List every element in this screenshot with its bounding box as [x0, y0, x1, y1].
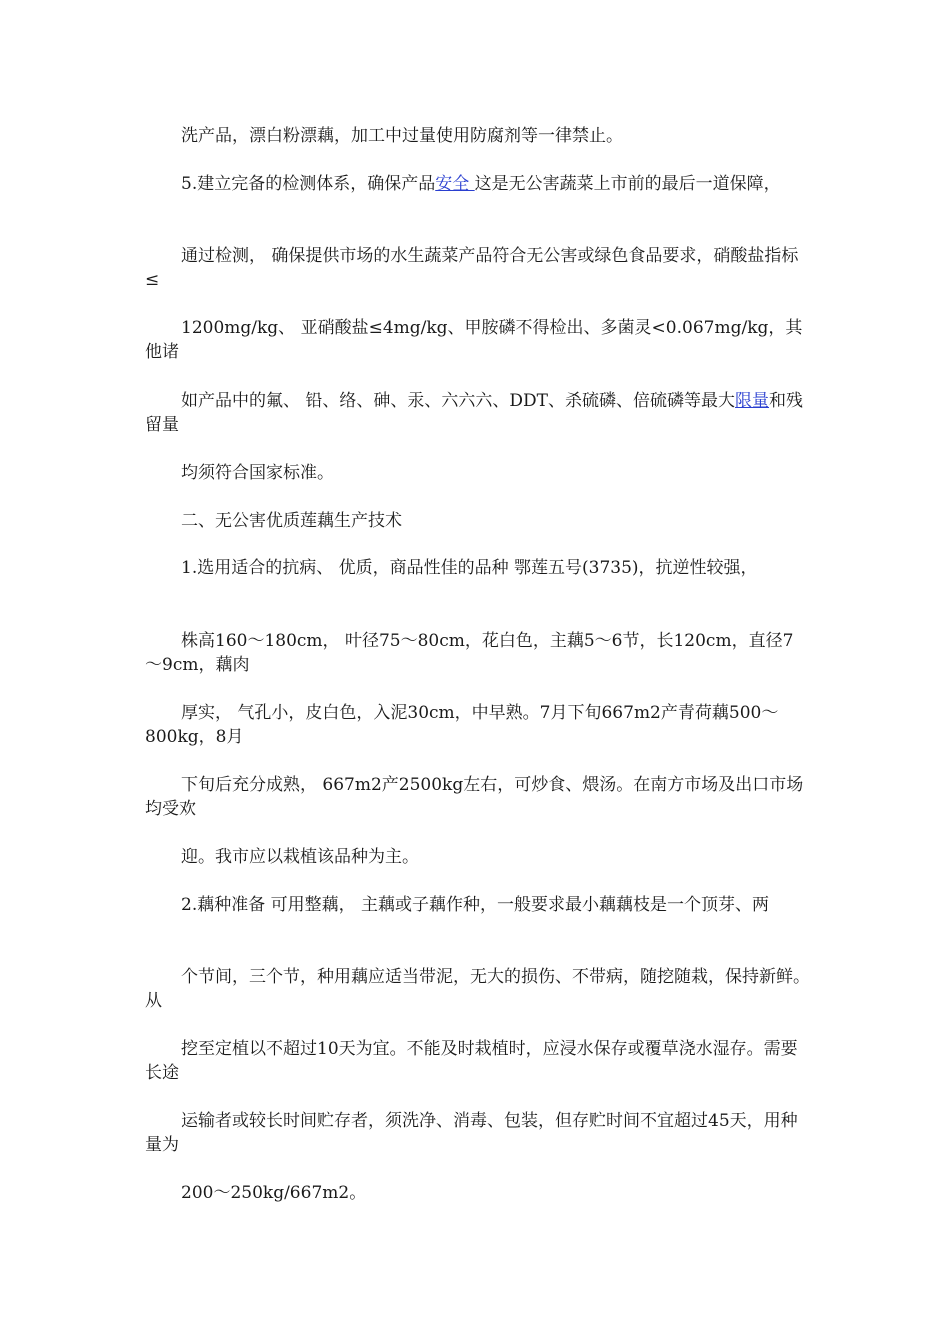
paragraph-14: 个节间，三个节，种用藕应适当带泥，无大的损伤、不带病，随挖随栽，保持新鲜。从	[145, 967, 810, 1011]
paragraph-3: 通过检测， 确保提供市场的水生蔬菜产品符合无公害或绿色食品要求，硝酸盐指标≤	[145, 246, 799, 290]
paragraph-16: 运输者或较长时间贮存者，须洗净、消毒、包装，但存贮时间不宜超过45天，用种量为	[145, 1111, 798, 1155]
paragraph-10: 厚实， 气孔小，皮白色，入泥30cm，中早熟。7月下旬667m2产青荷藕500～800kg，8月	[145, 703, 779, 747]
section-heading: 二、无公害优质莲藕生产技术	[181, 511, 402, 531]
paragraph-17: 200～250kg/667m2。	[181, 1183, 367, 1203]
link-safety[interactable]: 安全	[435, 174, 475, 194]
paragraph-9: 株高160～180cm， 叶径75～80cm，花白色，主藕5～6节，长120cm，直径7～9cm，藕肉	[145, 631, 794, 675]
paragraph-6: 均须符合国家标准。	[181, 463, 334, 483]
paragraph-5-text-after: 和残留量	[145, 391, 804, 435]
paragraph-5-text-before: 如产品中的氟、 铅、络、砷、汞、六六六、DDT、杀硫磷、倍硫磷等最大	[181, 391, 736, 411]
paragraph-2-text-after: 这是无公害蔬菜上市前的最后一道保障，	[474, 174, 781, 194]
paragraph-11: 下旬后充分成熟， 667m2产2500kg左右，可炒食、煨汤。在南方市场及出口市场均受欢	[145, 775, 804, 819]
paragraph-15: 挖至定植以不超过10天为宜。不能及时栽植时，应浸水保存或覆草浇水湿存。需要长途	[145, 1039, 798, 1083]
paragraph-13: 2.藕种准备 可用整藕， 主藕或子藕作种，一般要求最小藕藕枝是一个顶芽、两	[181, 895, 770, 915]
paragraph-5	[145, 389, 810, 437]
paragraph-1: 洗产品，漂白粉漂藕，加工中过量使用防腐剂等一律禁止。	[181, 126, 623, 146]
paragraph-4: 1200mg/kg、 亚硝酸盐≤4mg/kg、甲胺磷不得检出、多菌灵<0.067mg/kg，其他诸	[145, 318, 803, 362]
paragraph-2	[145, 172, 810, 196]
paragraph-8: 1.选用适合的抗病、 优质，商品性佳的品种 鄂莲五号(3735)，抗逆性较强，	[181, 558, 758, 578]
paragraph-2-text-before: 5.建立完备的检测体系，确保产品	[181, 174, 436, 194]
link-limit[interactable]: 限量	[735, 391, 770, 411]
paragraph-12: 迎。我市应以栽植该品种为主。	[181, 847, 419, 867]
